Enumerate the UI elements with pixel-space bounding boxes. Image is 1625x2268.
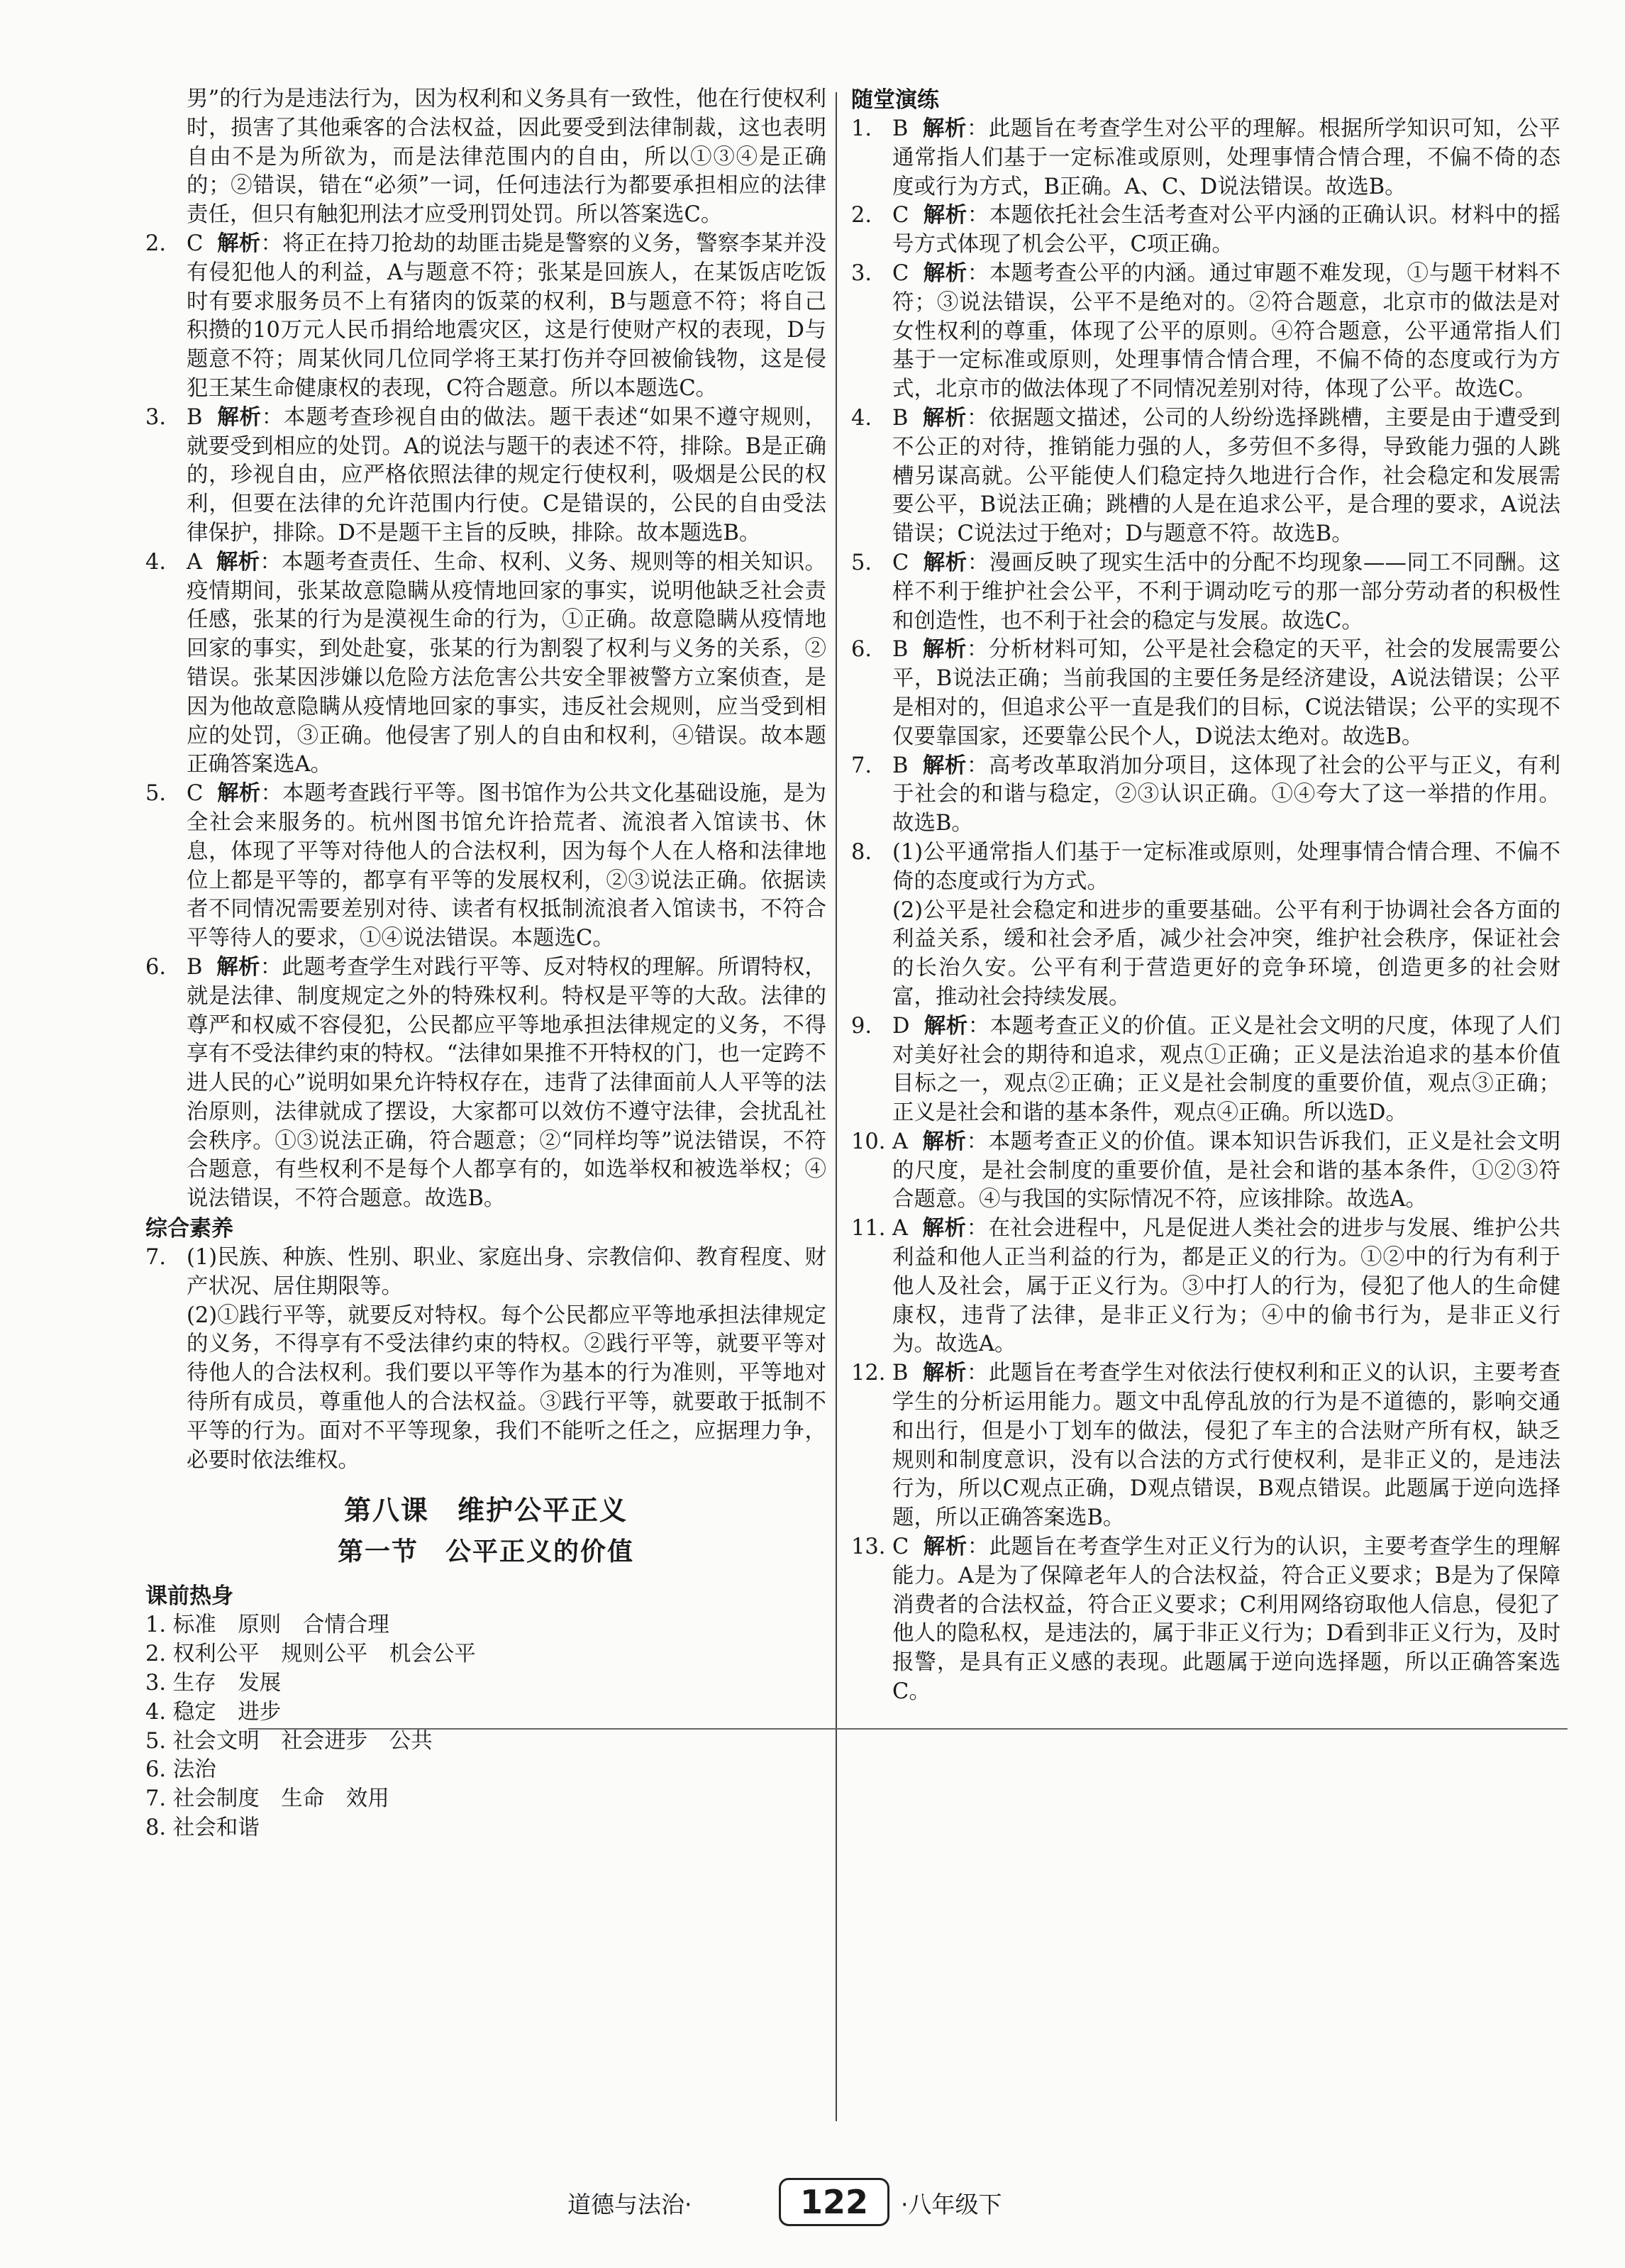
analysis-label: 解析 bbox=[922, 1216, 967, 1241]
practice-item-5 bbox=[851, 549, 1560, 636]
item-answer: C bbox=[892, 203, 909, 228]
item-number: 5. bbox=[851, 550, 872, 575]
item-number: 7. bbox=[851, 753, 872, 778]
practice-item-7 bbox=[851, 752, 1560, 839]
item-number: 2. bbox=[851, 203, 872, 228]
item-number: 7. bbox=[145, 1245, 167, 1271]
analysis-label: 解析 bbox=[922, 405, 967, 431]
item-number: 3. bbox=[145, 404, 167, 430]
item-answer: B bbox=[892, 405, 909, 431]
item-answer: C bbox=[187, 781, 204, 807]
item-number: 3. bbox=[851, 260, 872, 286]
warmup-item: 8. 社会和谐 bbox=[145, 1815, 260, 1841]
item-answer: A bbox=[892, 1216, 909, 1241]
practice-item-13 bbox=[851, 1533, 1560, 1707]
analysis-text: ：本题依托社会生活考查对公平内涵的正确认识。材料中的摇号方式体现了机会公平，C项正确。 bbox=[892, 203, 1560, 258]
answer-item-5 bbox=[145, 780, 826, 953]
comprehensive-heading: 综合素养 bbox=[145, 1216, 233, 1242]
item-number: 11. bbox=[851, 1216, 886, 1241]
answer-item-3 bbox=[145, 404, 826, 548]
practice-item-8 bbox=[851, 839, 1560, 897]
practice-item-12 bbox=[851, 1359, 1560, 1533]
warmup-item: 3. 生存 发展 bbox=[145, 1671, 282, 1696]
item-number: 1. bbox=[851, 116, 872, 141]
practice-heading: 随堂演练 bbox=[851, 87, 939, 113]
analysis-text: ：本题考查公平的内涵。通过审题不难发现，①与题干材料不符；③说法错误，公平不是绝对的。②符合题意，北京市的做法是对女性权利的尊重，体现了公平的原则。④符合题意，公平通常指人们基于一定标准或原则，处理事情合情合理，不偏不倚的态度或行为方式，北京市的做法体现了不同情况差别对待，体现了公平。故选C。 bbox=[892, 260, 1560, 402]
column-divider bbox=[836, 92, 837, 2121]
analysis-text: ：本题考查正义的价值。正义是社会文明的尺度，体现了人们对美好社会的期待和追求，观点①正确；正义是法治追求的基本价值目标之一，观点②正确；正义是社会制度的重要价值，观点③正确；正义是社会和谐的基本条件，观点④正确。所以选D。 bbox=[892, 1013, 1561, 1126]
analysis-text: ：本题考查责任、生命、权利、义务、规则等的相关知识。疫情期间，张某故意隐瞒从疫情地回家的事实，说明他缺乏社会责任感，张某的行为是漠视生命的行为，①正确。故意隐瞒从疫情地回家的事实，到处赴宴，张某的行为割裂了权利与义务的关系，②错误。张某因涉嫌以危险方法危害公共安全罪被警方立案侦查，是因为他故意隐瞒从疫情地回家的事实，违反社会规则，应当受到相应的处罚，③正确。他侵害了别人的自由和权利，④错误。故本题正确答案选A。 bbox=[187, 549, 827, 778]
item-number: 13. bbox=[851, 1534, 886, 1560]
analysis-text: ：本题考查珍视自由的做法。题干表述“如果不遵守规则，就要受到相应的处罚。A的说法与题干的表述不符，排除。B是正确的，珍视自由，应严格依照法律的规定行使权利，吸烟是公民的权利，但要在法律的允许范围内行使。C是错误的，公民的自由受法律保护，排除。D不是题干主旨的反映，排除。故本题选B。 bbox=[187, 404, 827, 546]
analysis-label: 解析 bbox=[217, 781, 261, 807]
item7-part2: (2)①践行平等，就要反对特权。每个公民都应平等地承担法律规定的义务，不得享有不受法律约束的特权。②践行平等，就要平等对待他人的合法权利。我们要以平等作为基本的行为准则，平等地对待所有成员，尊重他人的合法权益。③践行平等，就要敢于抵制不平等的行为。面对不平等现象，我们不能听之任之，应据理力争，必要时依法维权。 bbox=[187, 1302, 826, 1473]
analysis-label: 解析 bbox=[216, 954, 260, 980]
practice-item-10 bbox=[851, 1128, 1560, 1215]
item-answer: B bbox=[892, 637, 909, 663]
item-number: 12. bbox=[851, 1361, 886, 1386]
item-number: 2. bbox=[145, 231, 167, 256]
page-number: 122 bbox=[779, 2178, 889, 2226]
item-answer: A bbox=[187, 549, 203, 575]
item-answer: B bbox=[187, 954, 203, 980]
practice-item-4 bbox=[851, 404, 1560, 549]
analysis-label: 解析 bbox=[924, 1013, 968, 1039]
item-answer: D bbox=[892, 1013, 910, 1039]
answer-item-2 bbox=[145, 230, 826, 404]
practice-item-2 bbox=[851, 201, 1560, 260]
right-column bbox=[851, 85, 1560, 1707]
analysis-text: ：高考改革取消加分项目，这体现了社会的公平与正义，有利于社会的和谐与稳定，②③认识正确。①④夸大了这一举措的作用。故选B。 bbox=[892, 753, 1561, 836]
item1-continuation: 男”的行为是违法行为，因为权利和义务具有一致性，他在行使权利时，损害了其他乘客的合法权益，因此要受到法律制裁，这也表明自由不是为所欲为，而是法律范围内的自由，所以①③④是正确的；②错误，错在“必须”一词，任何违法行为都要承担相应的法律责任，但只有触犯刑法才应受刑罚处罚。所以答案选C。 bbox=[187, 87, 826, 228]
analysis-text: ：此题考查学生对践行平等、反对特权的理解。所谓特权，就是法律、制度规定之外的特殊权利。特权是平等的大敌。法律的尊严和权威不容侵犯，公民都应平等地承担法律规定的义务，不得享有不受法律约束的特权。“法律如果推不开特权的门，也一定跨不进人民的心”说明如果允许特权存在，违背了法律面前人人平等的法治原则，法律就成了摆设，大家都可以效仿不遵守法律，会扰乱社会秩序。①③说法正确，符合题意；②“同样均等”说法错误，不符合题意，有些权利不是每个人都享有的，如选举权和被选举权；④说法错误，不符合题意。故选B。 bbox=[187, 954, 827, 1212]
left-column bbox=[145, 85, 826, 1843]
analysis-label: 解析 bbox=[923, 1534, 967, 1560]
item-answer: C bbox=[892, 1534, 909, 1560]
analysis-text: ：此题旨在考查学生对依法行使权利和正义的认识，主要考查学生的分析运用能力。题文中乱停乱放的行为是不道德的，影响交通和出行，但是小丁划车的做法，侵犯了车主的合法财产所有权，缺乏规则和制度意识，没有以合法的方式行使权利，是非正义的，是违法行为，所以C观点正确，D观点错误，B观点错误。此题属于逆向选择题，所以正确答案选B。 bbox=[892, 1361, 1561, 1531]
item-number: 8. bbox=[851, 839, 872, 865]
answer-item-6 bbox=[145, 953, 826, 1214]
analysis-text: ：分析材料可知，公平是社会稳定的天平，社会的发展需要公平，B说法正确；当前我国的主要任务是经济建设，A说法错误；公平是相对的，但追求公平一直是我们的目标，C说法错误；公平的实现不仅要靠国家，还要靠公民个人，D说法太绝对。故选B。 bbox=[892, 637, 1561, 749]
warmup-heading: 课前热身 bbox=[145, 1583, 233, 1610]
item-answer: B bbox=[892, 753, 909, 778]
item-answer: C bbox=[892, 260, 909, 286]
analysis-text: ：依据题文描述，公司的人纷纷选择跳槽，主要是由于遭受到不公正的对待，推销能力强的人，多劳但不多得，导致能力强的人跳槽另谋高就。公平能使人们稳定持久地进行合作，社会稳定和发展需要公平，B说法正确；跳槽的人是在追求公平，是合理的要求，A说法错误；C说法过于绝对；D与题意不符。故选B。 bbox=[892, 405, 1561, 547]
warmup-item: 6. 法治 bbox=[145, 1757, 216, 1783]
item7-part1: (1)民族、种族、性别、职业、家庭出身、宗教信仰、教育程度、财产状况、居住期限等。 bbox=[187, 1245, 826, 1299]
item-number: 5. bbox=[145, 781, 167, 807]
analysis-label: 解析 bbox=[217, 404, 262, 430]
analysis-text: ：此题旨在考查学生对正义行为的认识，主要考查学生的理解能力。A是为了保障老年人的合法权益，符合正义要求；B是为了保障消费者的合法权益，符合正义要求；C利用网络窃取他人信息，侵犯了他人的隐私权，是违法的，属于非正义行为；D看到非正义行为，及时报警，是具有正义感的表现。此题属于逆向选择题，所以正确答案选C。 bbox=[892, 1534, 1560, 1705]
practice-item-9 bbox=[851, 1012, 1560, 1128]
analysis-label: 解析 bbox=[922, 1129, 967, 1154]
analysis-label: 解析 bbox=[217, 231, 261, 256]
analysis-text: ：在社会进程中，凡是促进人类社会的进步与发展、维护公共利益和他人正当利益的行为，都是正义的行为。①②中的行为有利于他人及社会，属于正义行为。③中打人的行为，侵犯了他人的生命健康权，违背了法律，是非正义行为；④中的偷书行为，是非正义行为。故选A。 bbox=[892, 1216, 1561, 1357]
item-number: 10. bbox=[851, 1129, 886, 1154]
item-number: 4. bbox=[145, 549, 167, 575]
lesson-title: 第八课 维护公平正义 bbox=[343, 1495, 628, 1527]
item-answer: C bbox=[187, 231, 204, 256]
practice-item-11 bbox=[851, 1215, 1560, 1359]
item8-part1: (1)公平通常指人们基于一定标准或原则，处理事情合情合理、不偏不倚的态度或行为方式。 bbox=[892, 839, 1560, 894]
practice-item-1 bbox=[851, 115, 1560, 201]
warmup-item: 4. 稳定 进步 bbox=[145, 1699, 282, 1725]
analysis-text: ：本题考查践行平等。图书馆作为公共文化基础设施，是为全社会来服务的。杭州图书馆允许拾荒者、流浪者入馆读书、休息，体现了平等对待他人的合法权利，因为每个人在人格和法律地位上都是平等的，都享有平等的发展权利，②③说法正确。依据读者不同情况需要差别对待、读者有权抵制流浪者入馆读书，不符合平等待人的要求，①④说法错误。本题选C。 bbox=[187, 781, 827, 951]
item-number: 6. bbox=[851, 637, 872, 663]
analysis-label: 解析 bbox=[923, 260, 967, 286]
item-number: 4. bbox=[851, 405, 872, 431]
page-footer bbox=[0, 2178, 1625, 2228]
analysis-text: ：漫画反映了现实生活中的分配不均现象——同工不同酬。这样不利于维护社会公平，不利于调动吃亏的那一部分劳动者的积极性和创造性，也不利于社会的稳定与发展。故选C。 bbox=[892, 550, 1561, 634]
analysis-label: 解析 bbox=[923, 203, 967, 228]
item-answer: B bbox=[187, 404, 203, 430]
analysis-label: 解析 bbox=[922, 1361, 967, 1386]
item-answer: A bbox=[892, 1129, 909, 1154]
warmup-item: 7. 社会制度 生命 效用 bbox=[145, 1786, 389, 1812]
item-answer: C bbox=[892, 550, 909, 575]
analysis-text: ：将正在持刀抢劫的劫匪击毙是警察的义务，警察李某并没有侵犯他人的利益，A与题意不符；张某是回族人，在某饭店吃饭时有要求服务员不上有猪肉的饭菜的权利，B与题意不符；将自己积攒的10万元人民币捐给地震灾区，这是行使财产权的表现，D与题意不符；周某伙同几位同学将王某打伤并夺回被偷钱物，这是侵犯王某生命健康权的表现，C符合题意。所以本题选C。 bbox=[187, 231, 827, 401]
footer-subject: 道德与法治· bbox=[567, 2191, 692, 2218]
item-answer: B bbox=[892, 116, 909, 141]
answer-item-4 bbox=[145, 548, 826, 780]
item-answer: B bbox=[892, 1361, 909, 1386]
warmup-item: 5. 社会文明 社会进步 公共 bbox=[145, 1728, 433, 1754]
warmup-item: 2. 权利公平 规则公平 机会公平 bbox=[145, 1642, 476, 1667]
answer-item-7 bbox=[145, 1244, 826, 1302]
analysis-text: ：此题旨在考查学生对公平的理解。根据所学知识可知，公平通常指人们基于一定标准或原则，处理事情合情合理，不偏不倚的态度或行为方式，B正确。A、C、D说法错误。故选B。 bbox=[892, 116, 1561, 199]
item-number: 9. bbox=[851, 1013, 872, 1039]
practice-item-3 bbox=[851, 260, 1560, 404]
warmup-item: 1. 标准 原则 合情合理 bbox=[145, 1613, 389, 1638]
analysis-label: 解析 bbox=[922, 637, 967, 663]
analysis-text: ：本题考查正义的价值。课本知识告诉我们，正义是社会文明的尺度，是社会制度的重要价值，是社会和谐的基本条件，①②③符合题意。④与我国的实际情况不符，应该排除。故选A。 bbox=[892, 1129, 1561, 1212]
analysis-label: 解析 bbox=[922, 753, 967, 778]
section-title: 第一节 公平正义的价值 bbox=[337, 1537, 634, 1567]
item8-part2: (2)公平是社会稳定和进步的重要基础。公平有利于协调社会各方面的利益关系，缓和社会矛盾，减少社会冲突，维护社会秩序，保证社会的长治久安。公平有利于营造更好的竞争环境，创造更多的社会财富，推动社会持续发展。 bbox=[892, 897, 1560, 1009]
analysis-label: 解析 bbox=[922, 116, 967, 141]
analysis-label: 解析 bbox=[923, 550, 967, 575]
practice-item-6 bbox=[851, 636, 1560, 751]
analysis-label: 解析 bbox=[216, 549, 260, 575]
footer-grade: ·八年级下 bbox=[901, 2191, 1002, 2218]
item-number: 6. bbox=[145, 954, 167, 980]
